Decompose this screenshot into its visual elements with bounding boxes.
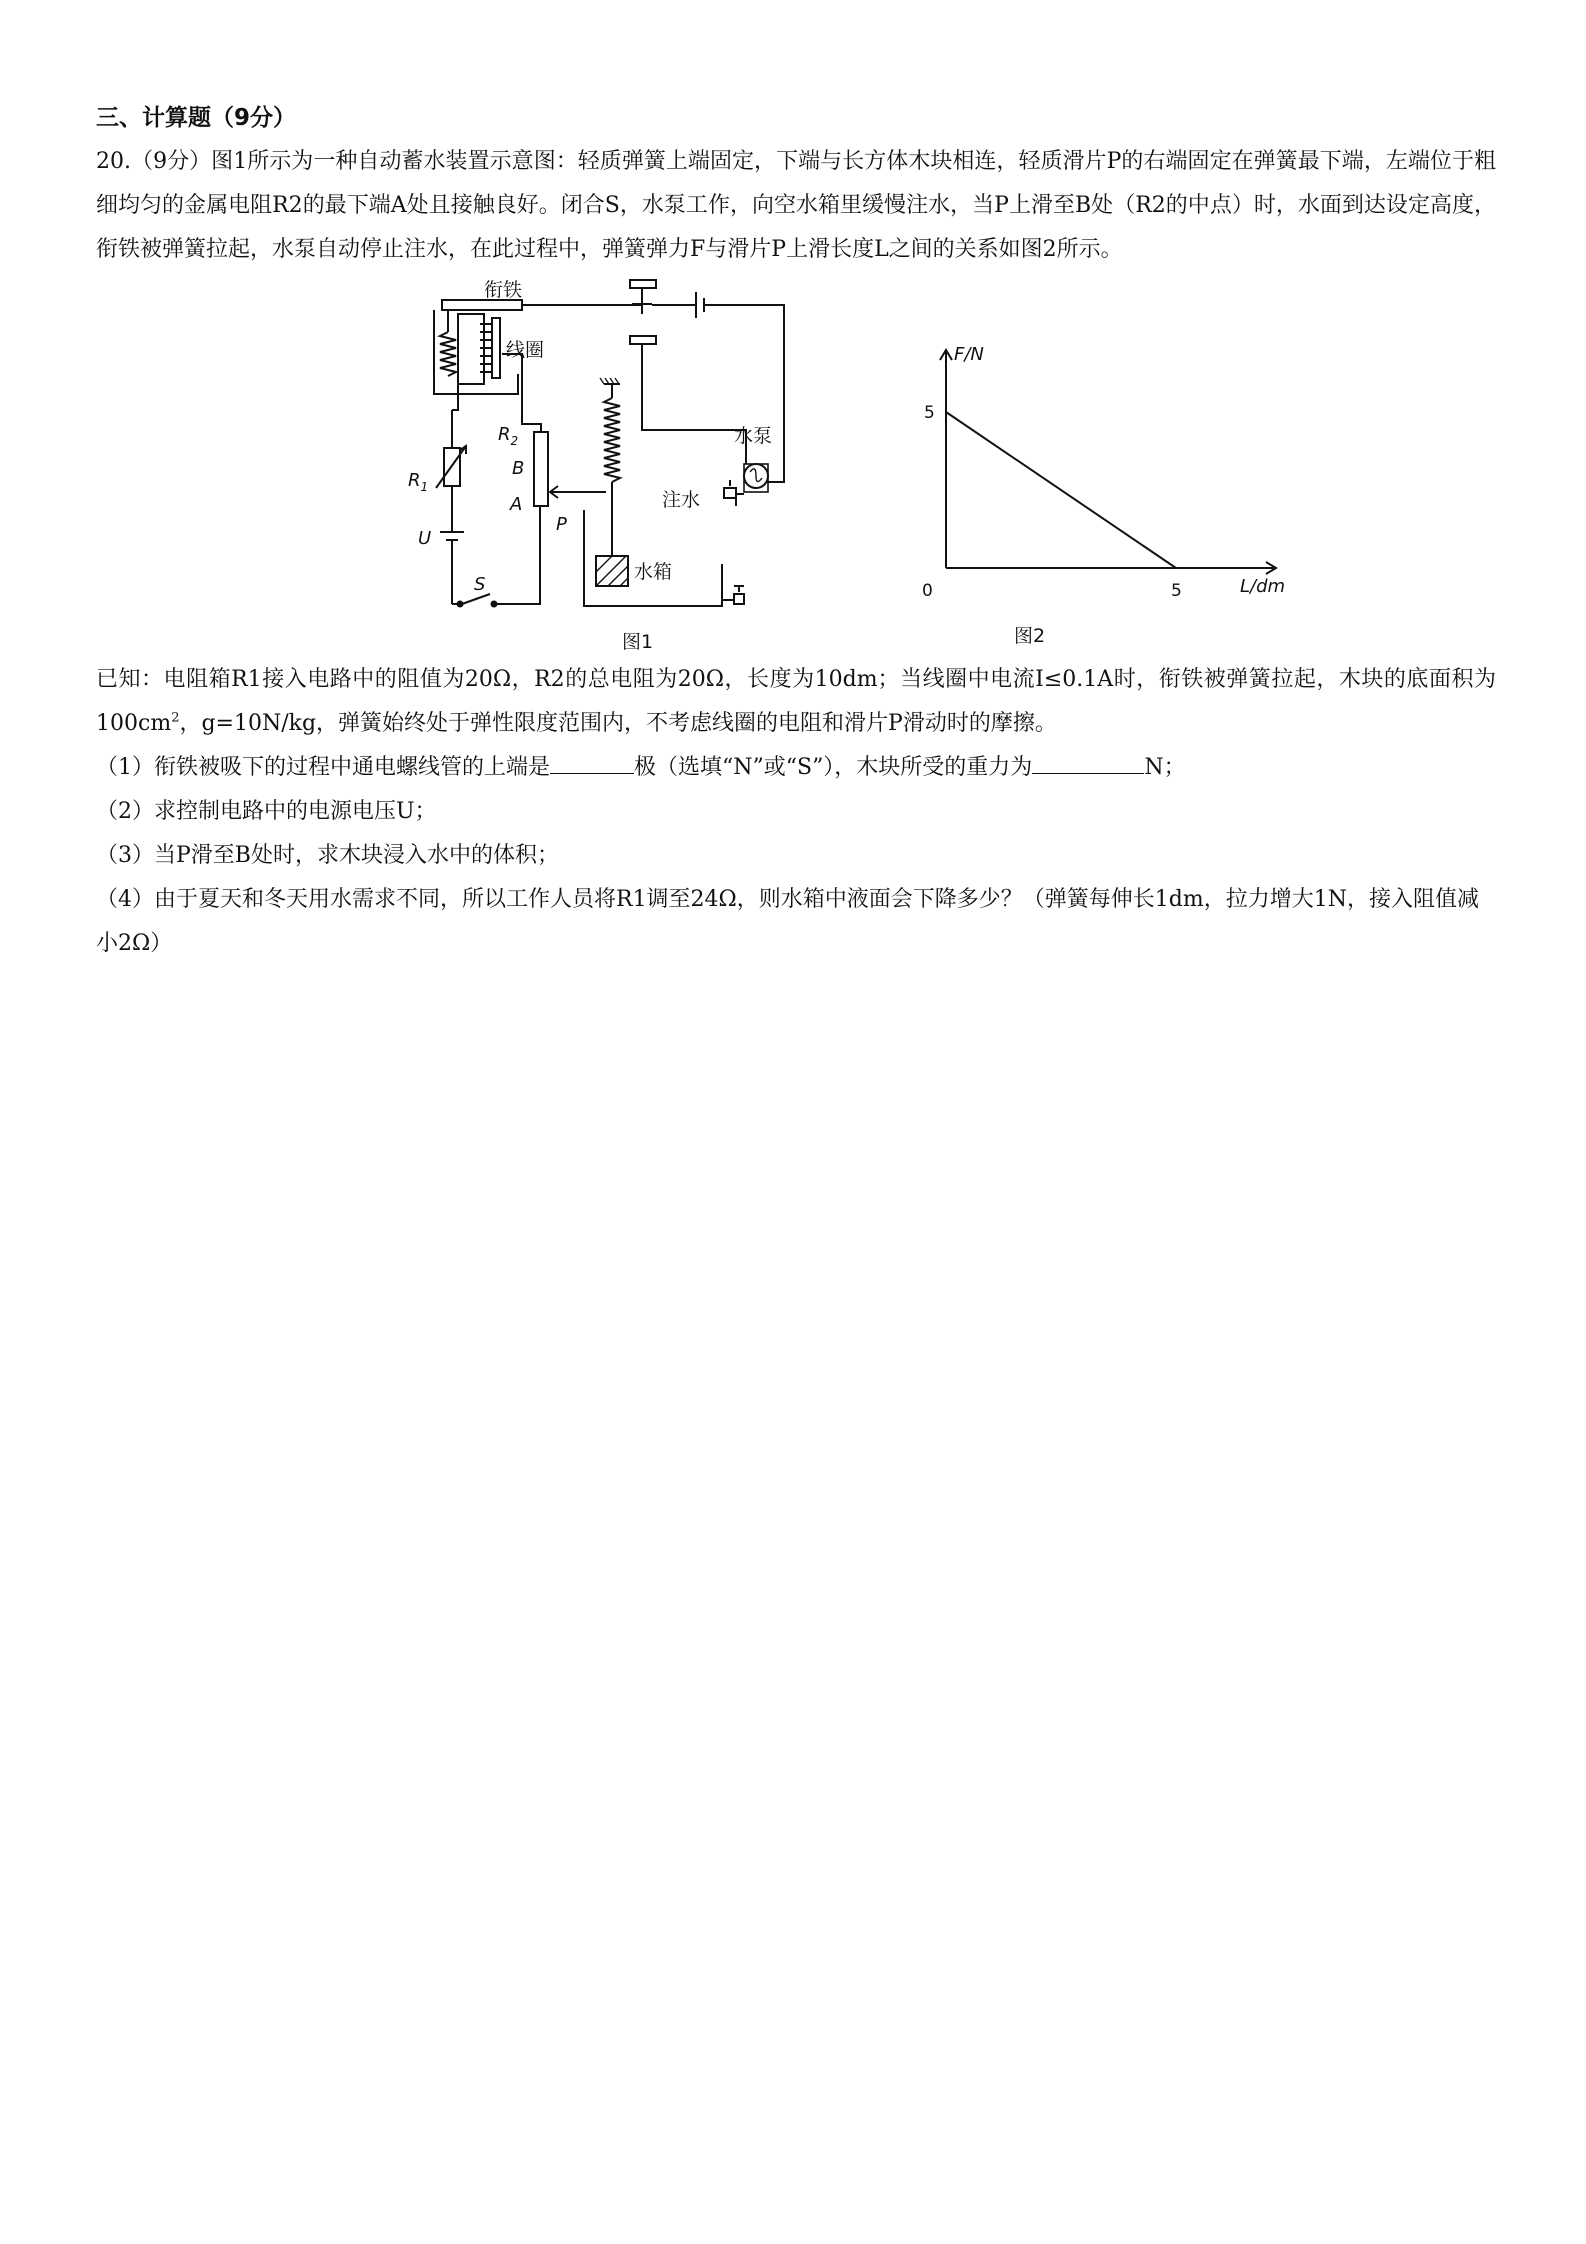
figures [96, 274, 1496, 658]
figure-2-caption: 图2 [1014, 625, 1046, 647]
problem-score: （9分） [131, 149, 212, 174]
label-r2 [498, 424, 518, 448]
label-r2-sub: 2 [510, 434, 519, 448]
label-coil: 线圈 [506, 339, 545, 361]
known-superscript: 2 [171, 710, 180, 726]
label-r1 [408, 470, 428, 494]
r2-resistor [534, 432, 548, 506]
question-2: （2）求控制电路中的电源电压U； [96, 799, 437, 824]
label-tank: 水箱 [634, 561, 673, 583]
series-line-f-vs-l [946, 412, 1176, 568]
label-inflow: 注水 [662, 489, 701, 511]
known-conditions [96, 658, 1496, 746]
y-axis-label: F/N [954, 344, 984, 365]
figure-1-caption: 图1 [622, 631, 654, 653]
known-text-2: ，g=10N/kg，弹簧始终处于弹性限度范围内，不考虑线圈的电阻和滑片P滑动时的摩擦。 [179, 711, 1057, 736]
relay-contact-bottom [630, 336, 656, 344]
known-text-1: 已知：电阻箱R1接入电路中的阻值为20Ω，R2的总电阻为20Ω，长度为10dm；当线圈中电流I≤0.1A时，衔铁被弹簧拉起，木块的底面积为100cm [96, 667, 1496, 736]
question-4: （4）由于夏天和冬天用水需求不同，所以工作人员将R1调至24Ω，则水箱中液面会下降多少？（弹簧每伸长1dm，拉力增大1N，接入阻值减小2Ω） [96, 887, 1479, 956]
label-a: A [510, 494, 523, 515]
armature-spring [440, 332, 456, 376]
problem-number: 20. [96, 149, 131, 174]
y-tick-label-5: 5 [924, 403, 935, 423]
question-1-part-c: N； [1144, 755, 1186, 780]
label-r1-sub: 1 [420, 480, 429, 494]
question-1-part-b: 极（选填“N”或“S”），木块所受的重力为 [634, 755, 1033, 780]
x-tick-label-0: 0 [922, 581, 933, 601]
label-r1-main: R [408, 470, 421, 491]
label-s: S [474, 574, 486, 595]
label-r2-main: R [498, 424, 511, 445]
switch-s [462, 594, 490, 604]
coil-winding [480, 324, 492, 372]
label-u: U [418, 528, 432, 549]
figure-1-circuit [396, 274, 896, 658]
label-p: P [556, 514, 567, 535]
figure-2-chart [834, 274, 1314, 658]
x-axis-label: L/dm [1240, 576, 1286, 597]
question-1-part-a: （1）衔铁被吸下的过程中通电螺线管的上端是 [96, 755, 550, 780]
page [96, 96, 1496, 966]
question-1 [96, 746, 1496, 790]
section-title: 三、计算题（9分） [96, 105, 297, 131]
tank-spring [604, 398, 620, 482]
relay-contact-top [630, 280, 656, 288]
x-tick-label-5: 5 [1171, 581, 1182, 601]
question-3: （3）当P滑至B处时，求木块浸入水中的体积； [96, 843, 559, 868]
armature-bar [442, 300, 522, 310]
label-b: B [512, 458, 525, 479]
problem-intro [96, 140, 1496, 272]
answer-blank-pole[interactable] [550, 747, 634, 774]
answer-blank-weight[interactable] [1032, 747, 1144, 774]
problem-intro-text: 图1所示为一种自动蓄水装置示意图：轻质弹簧上端固定，下端与长方体木块相连，轻质滑片P的右端固定在弹簧最下端，左端位于粗细均匀的金属电阻R2的最下端A处且接触良好。闭合S，水泵工作，向空水箱里缓慢注水，当P上滑至B处（R2的中点）时，水面到达设定高度，衔铁被弹簧拉起，水泵自动停止注水，在此过程中，弹簧弹力F与滑片P上滑长度L之间的关系如图2所示。 [96, 149, 1496, 262]
label-armature: 衔铁 [484, 279, 523, 301]
label-pump: 水泵 [734, 425, 773, 447]
